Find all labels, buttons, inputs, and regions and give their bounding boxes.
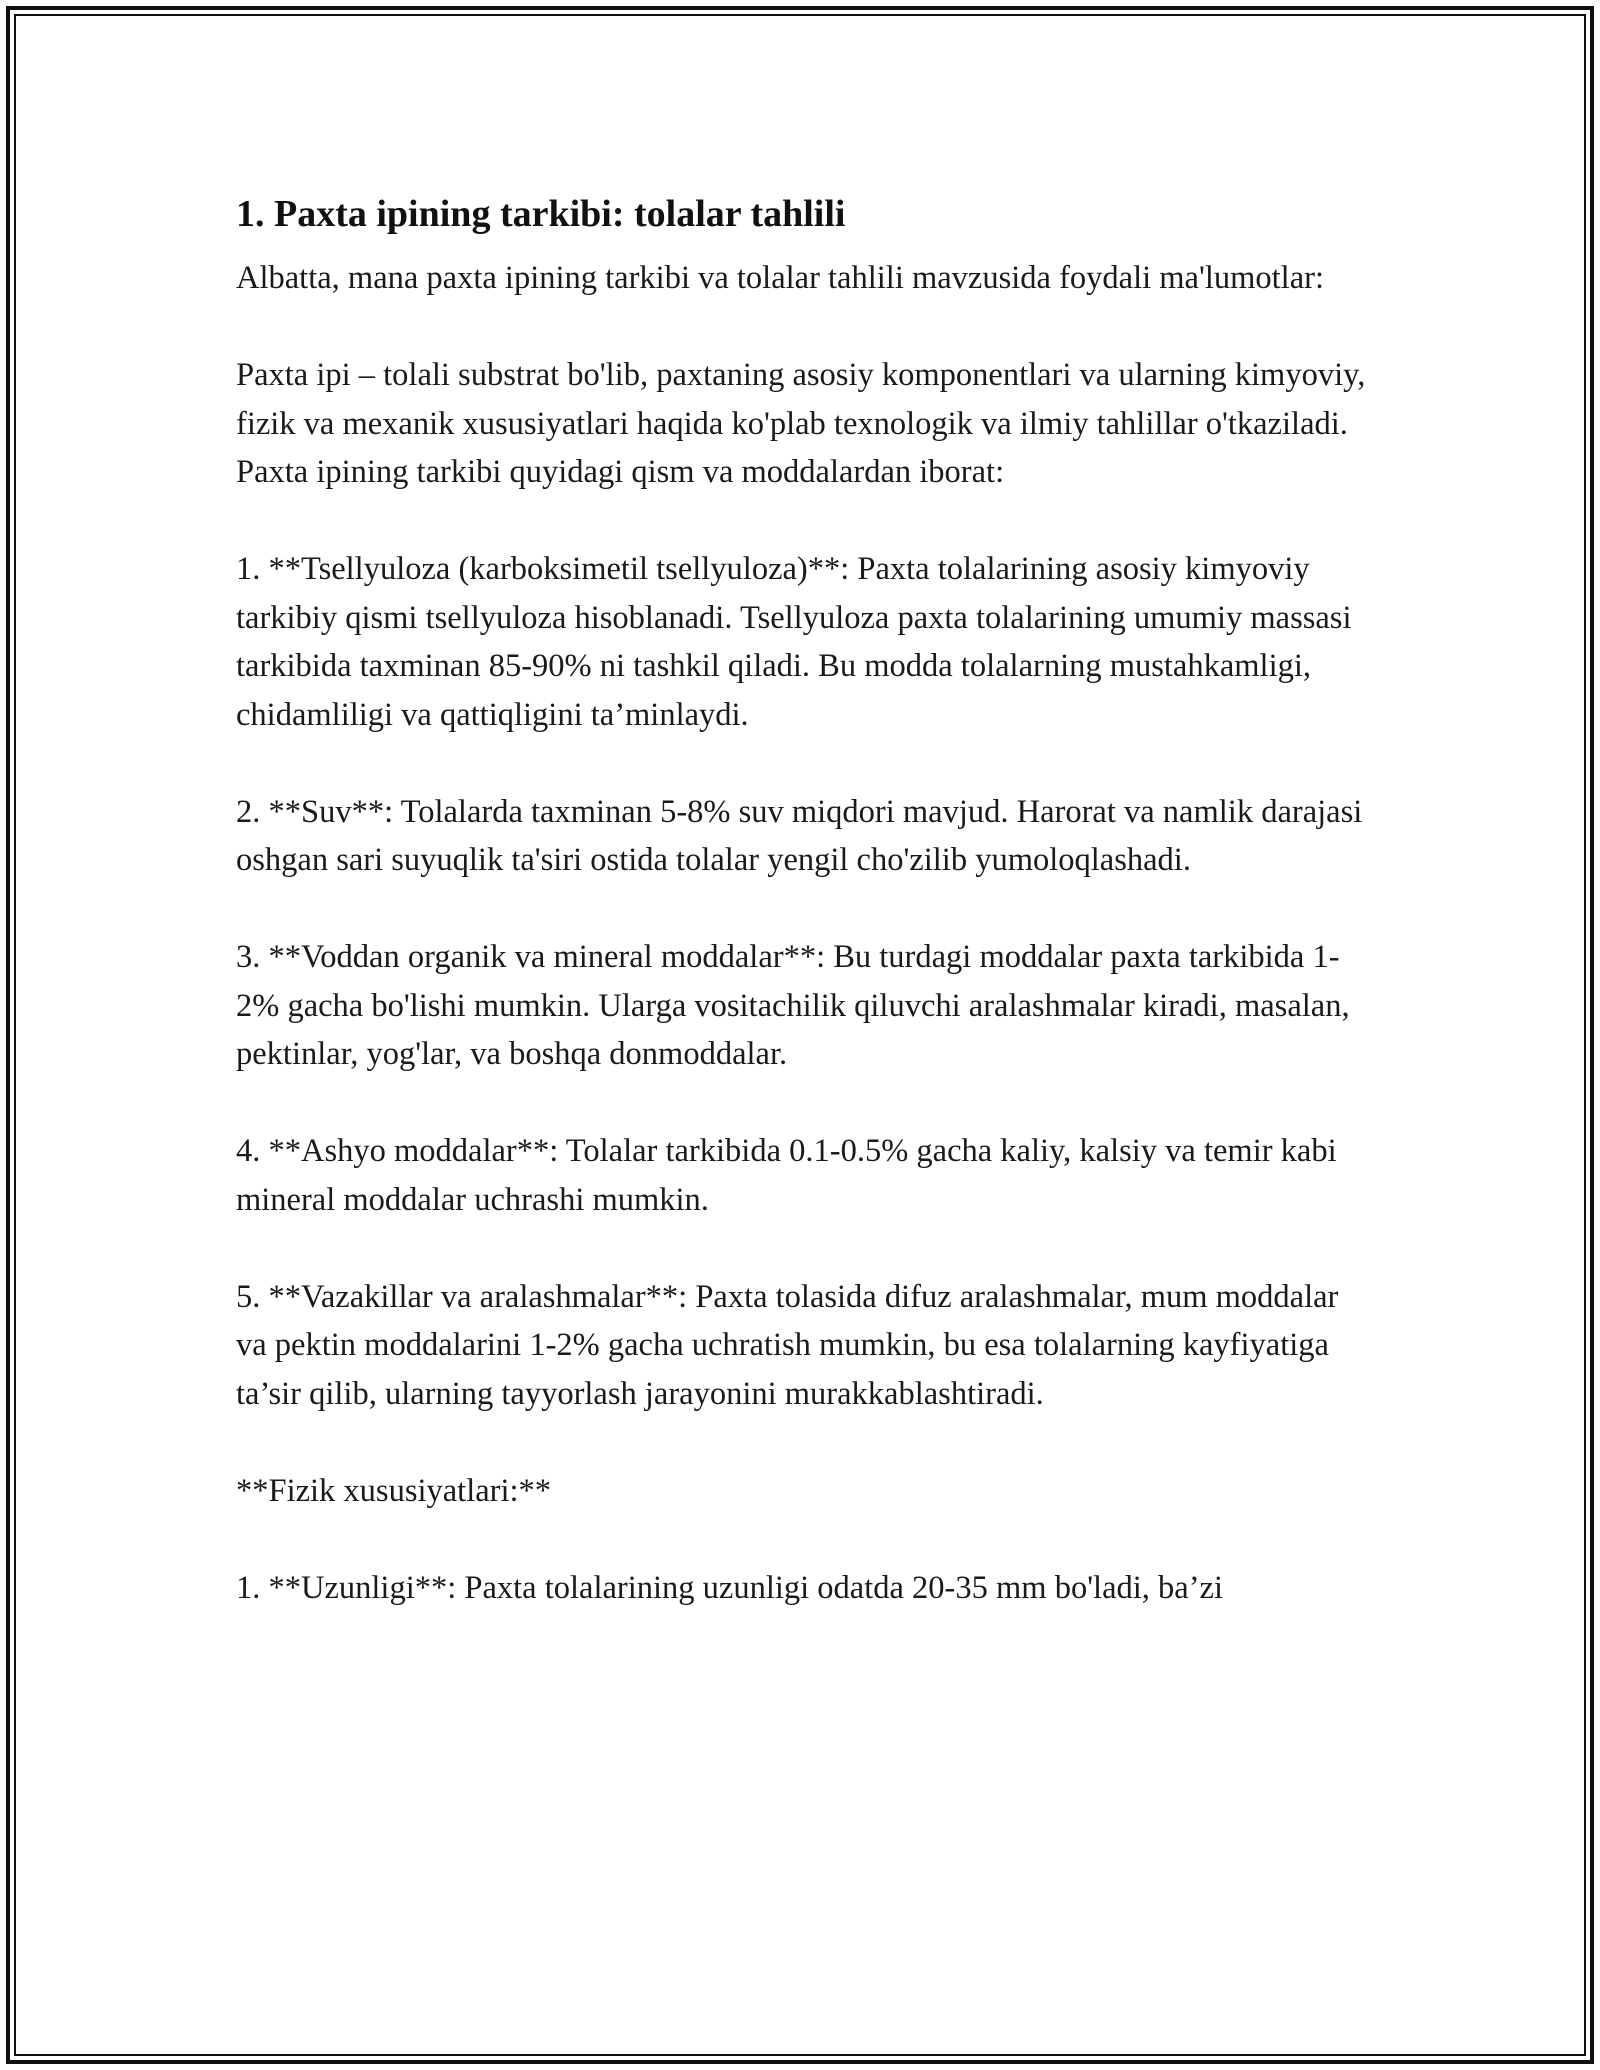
- list-item-uzunligi: 1. **Uzunligi**: Paxta tolalarining uzunligi odatda 20-35 mm bo'ladi, ba’zi: [236, 1569, 1223, 1606]
- paragraph-description: Paxta ipi – tolali substrat bo'lib, paxtaning asosiy komponentlari va ularning kimyoviy, fizik va mexanik xususiyatlari haqida ko'plab texnologik va ilmiy tahlillar o'tkaziladi. Paxta ipining tarkibi quyidagi qism va moddalardan iborat:: [236, 357, 1366, 490]
- document-title: 1. Paxta ipining tarkibi: tolalar tahlili: [236, 193, 846, 235]
- list-item-suv: 2. **Suv**: Tolalarda taxminan 5-8% suv miqdori mavjud. Harorat va namlik darajasi oshgan sari suyuqlik ta'siri ostida tolalar yengil cho'zilib yumoloqlashadi.: [236, 793, 1363, 878]
- document-content: [236, 186, 1376, 1612]
- list-item-ashyo-moddalar: 4. **Ashyo moddalar**: Tolalar tarkibida 0.1-0.5% gacha kaliy, kalsiy va temir kabi mineral moddalar uchrashi mumkin.: [236, 1133, 1337, 1218]
- list-item-vazakillar: 5. **Vazakillar va aralashmalar**: Paxta tolasida difuz aralashmalar, mum moddalar va pektin moddalarini 1-2% gacha uchratish mumkin, bu esa tolalarning kayfiyatiga ta’sir qilib, ularning tayyorlash jarayonini murakkablashtiradi.: [236, 1278, 1339, 1412]
- section-heading-fizik: **Fizik xususiyatlari:**: [236, 1472, 552, 1509]
- list-item-organik-mineral: 3. **Voddan organik va mineral moddalar**: Bu turdagi moddalar paxta tarkibida 1-2% gacha bo'lishi mumkin. Ularga vositachilik qiluvchi aralashmalar kiradi, masalan, pektinlar, yog'lar, va boshqa donmoddalar.: [236, 939, 1350, 1072]
- paragraph-intro: Albatta, mana paxta ipining tarkibi va tolalar tahlili mavzusida foydali ma'lumotlar:: [236, 260, 1324, 296]
- list-item-tsellyuloza: 1. **Tsellyuloza (karboksimetil tsellyuloza)**: Paxta tolalarining asosiy kimyoviy tarkibiy qismi tsellyuloza hisoblanadi. Tsellyuloza paxta tolalarining umumiy massasi tarkibida taxminan 85-90% ni tashkil qiladi. Bu modda tolalarning mustahkamligi, chidamliligi va qattiqligini ta’minlaydi.: [236, 551, 1352, 733]
